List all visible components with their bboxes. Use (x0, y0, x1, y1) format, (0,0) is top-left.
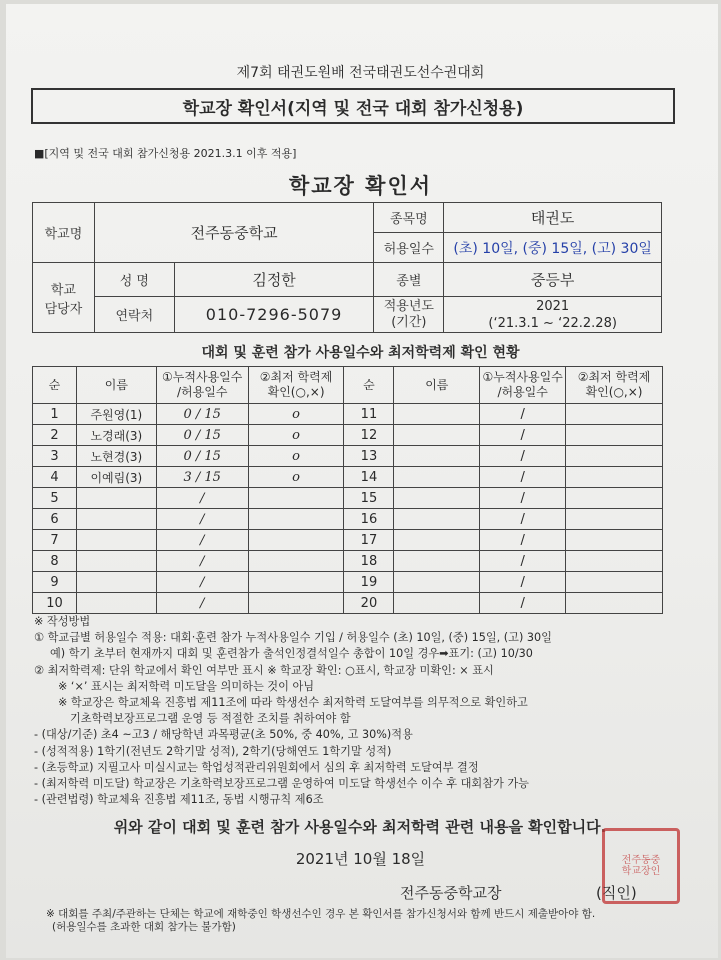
contact-label: 연락처 (94, 297, 174, 333)
cumulative-days: / (480, 404, 566, 425)
usage-row (33, 446, 663, 467)
header-days-right: ①누적사용일수 /허용일수 (480, 367, 566, 404)
category-value: 중등부 (444, 263, 662, 297)
main-title: 학교장 확인서 (288, 174, 433, 198)
cumulative-days: / (156, 509, 248, 530)
row-no: 15 (344, 488, 394, 509)
cumulative-days: 0 / 15 (156, 425, 248, 446)
days-value: (초) 10일, (중) 15일, (고) 30일 (444, 233, 662, 263)
student-name (394, 593, 480, 614)
seal-label: (직인) (596, 884, 637, 902)
cumulative-days: / (156, 572, 248, 593)
student-name: 노경래(3) (76, 425, 156, 446)
usage-row (33, 509, 663, 530)
usage-row (33, 425, 663, 446)
student-name: 이예림(3) (76, 467, 156, 488)
note-below-min: - (최저학력 미도달) 학교장은 기초학력보장프로그램 운영하여 미도달 학생선수 이수 후 대회참가 가능 (34, 777, 529, 791)
min-academic-check (248, 488, 344, 509)
min-academic-check (248, 551, 344, 572)
cumulative-days: / (480, 572, 566, 593)
student-name (76, 593, 156, 614)
student-name (76, 551, 156, 572)
footnote-1: ※ 대회를 주최/주관하는 단체는 학교에 재학중인 학생선수인 경우 본 확인서를 참가신청서와 함께 반드시 제출받아야 함. (46, 908, 596, 920)
min-academic-check: o (248, 446, 344, 467)
apply-note: ■[지역 및 전국 대회 참가신청용 2021.3.1 이후 적용] (34, 147, 297, 160)
header-days-left: ①누적사용일수 /허용일수 (156, 367, 248, 404)
school-principal: 전주동중학교장 (400, 884, 502, 902)
min-academic-check (248, 509, 344, 530)
cumulative-days: / (156, 551, 248, 572)
days-label: 허용일수 (374, 233, 444, 263)
note-target: - (대상/기준) 초4 ~고3 / 해당학년 과목평균(초 50%, 중 40%, 고 30%)적용 (34, 728, 413, 742)
cumulative-days: 0 / 15 (156, 404, 248, 425)
min-academic-check: o (248, 425, 344, 446)
note-1-example: 예) 학기 초부터 현재까지 대회 및 훈련참가 출석인정결석일수 총합이 10일 경우➡표기: (고) 10/30 (50, 647, 533, 661)
row-no: 12 (344, 425, 394, 446)
min-academic-check (566, 551, 663, 572)
info-table (32, 202, 662, 333)
note-law: - (관련법령) 학교체육 진흥법 제11조, 동법 시행규칙 제6조 (34, 793, 324, 807)
student-name (394, 425, 480, 446)
cumulative-days: 0 / 15 (156, 446, 248, 467)
seal-text: 전주동중 학교장인 (621, 855, 661, 877)
cumulative-days: / (156, 488, 248, 509)
row-no: 13 (344, 446, 394, 467)
notes-heading: ※ 작성방법 (34, 615, 91, 628)
student-name (394, 446, 480, 467)
row-no: 4 (33, 467, 77, 488)
row-no: 9 (33, 572, 77, 593)
note-2-a: ※ ‘×’ 표시는 최저학력 미도달을 의미하는 것이 아님 (58, 679, 315, 693)
cumulative-days: / (480, 425, 566, 446)
header-no-left: 순 (33, 367, 77, 404)
student-name (394, 551, 480, 572)
note-elementary: - (초등학교) 지필고사 미실시교는 학업성적관리위원회에서 심의 후 최저학력 도달여부 결정 (34, 760, 479, 774)
usage-row (33, 404, 663, 425)
school-label: 학교명 (33, 203, 95, 263)
row-no: 1 (33, 404, 77, 425)
row-no: 19 (344, 572, 394, 593)
category-label: 종별 (374, 263, 444, 297)
row-no: 20 (344, 593, 394, 614)
usage-row (33, 467, 663, 488)
cumulative-days: / (480, 488, 566, 509)
min-academic-check (566, 509, 663, 530)
student-name (394, 467, 480, 488)
header-no-right: 순 (344, 367, 394, 404)
row-no: 3 (33, 446, 77, 467)
student-name (394, 572, 480, 593)
note-2: ② 최저학력제: 단위 학교에서 확인 여부만 표시 ※ 학교장 확인: ○표시, 학교장 미확인: × 표시 (34, 663, 494, 677)
cumulative-days: / (156, 593, 248, 614)
min-academic-check (566, 593, 663, 614)
usage-row (33, 530, 663, 551)
min-academic-check (566, 425, 663, 446)
cumulative-days: / (480, 551, 566, 572)
manager-label: 학교 담당자 (33, 263, 95, 333)
note-2-b: ※ 학교장은 학교체육 진흥법 제11조에 따라 학생선수 최저학력 도달여부를 의무적으로 확인하고 (58, 696, 528, 710)
usage-row (33, 488, 663, 509)
row-no: 10 (33, 593, 77, 614)
row-no: 18 (344, 551, 394, 572)
issue-date: 2021년 10월 18일 (295, 850, 426, 868)
row-no: 8 (33, 551, 77, 572)
usage-header-row (33, 367, 663, 404)
row-no: 14 (344, 467, 394, 488)
cumulative-days: 3 / 15 (156, 467, 248, 488)
confirm-statement: 위와 같이 대회 및 훈련 참가 사용일수와 최저학력 관련 내용을 확인합니다. (113, 818, 607, 836)
footnote (46, 908, 595, 934)
min-academic-check (566, 530, 663, 551)
usage-row (33, 551, 663, 572)
student-name (394, 530, 480, 551)
header-name-right: 이름 (394, 367, 480, 404)
note-1: ① 학교급별 허용일수 적용: 대회·훈련 참가 누적사용일수 기입 / 허용일수 (초) 10일, (중) 15일, (고) 30일 (34, 631, 552, 645)
min-academic-check (248, 572, 344, 593)
student-name (76, 572, 156, 593)
cumulative-days: / (480, 593, 566, 614)
min-academic-check (566, 404, 663, 425)
cumulative-days: / (480, 509, 566, 530)
student-name (76, 488, 156, 509)
footnote-2: (허용일수를 초과한 대회 참가는 불가함) (52, 921, 236, 933)
min-academic-check (566, 572, 663, 593)
student-name (76, 509, 156, 530)
min-academic-check (248, 530, 344, 551)
row-no: 11 (344, 404, 394, 425)
notes-section (34, 614, 684, 808)
usage-row (33, 593, 663, 614)
student-name (76, 530, 156, 551)
event-label: 종목명 (374, 203, 444, 233)
name-label: 성 명 (94, 263, 174, 297)
header-title: 학교장 확인서(지역 및 전국 대회 참가신청용) (31, 88, 675, 124)
event-title: 제7회 태권도원배 전국태권도선수권대회 (236, 65, 485, 81)
event-value: 태권도 (444, 203, 662, 233)
row-no: 17 (344, 530, 394, 551)
student-name (394, 509, 480, 530)
min-academic-check (566, 488, 663, 509)
student-name: 노현경(3) (76, 446, 156, 467)
header-check-right: ②최저 학력제 확인(○,×) (566, 367, 663, 404)
cumulative-days: / (156, 530, 248, 551)
cumulative-days: / (480, 530, 566, 551)
note-grade: - (성적적용) 1학기(전년도 2학기말 성적), 2학기(당해연도 1학기말 성적) (34, 744, 392, 758)
name-value: 김정한 (174, 263, 374, 297)
contact-value: 010-7296-5079 (174, 297, 374, 333)
row-no: 7 (33, 530, 77, 551)
usage-table (32, 366, 663, 614)
row-no: 6 (33, 509, 77, 530)
cumulative-days: / (480, 467, 566, 488)
note-2-c: 기초학력보장프로그램 운영 등 적절한 조치를 취하여야 함 (70, 712, 351, 726)
year-label: 적용년도 (기간) (374, 297, 444, 333)
usage-row (33, 572, 663, 593)
header-name-left: 이름 (76, 367, 156, 404)
min-academic-check (566, 467, 663, 488)
row-no: 16 (344, 509, 394, 530)
year-value: 2021 (536, 298, 570, 314)
year-period: (‘21.3.1 ~ ‘22.2.28) (488, 315, 617, 331)
min-academic-check: o (248, 404, 344, 425)
student-name (394, 488, 480, 509)
row-no: 5 (33, 488, 77, 509)
min-academic-check (248, 593, 344, 614)
usage-title: 대회 및 훈련 참가 사용일수와 최저학력제 확인 현황 (201, 345, 520, 361)
header-check-left: ②최저 학력제 확인(○,×) (248, 367, 344, 404)
student-name: 주원영(1) (76, 404, 156, 425)
school-value: 전주동중학교 (94, 203, 374, 263)
row-no: 2 (33, 425, 77, 446)
student-name (394, 404, 480, 425)
min-academic-check: o (248, 467, 344, 488)
min-academic-check (566, 446, 663, 467)
cumulative-days: / (480, 446, 566, 467)
year-cell (444, 297, 662, 333)
